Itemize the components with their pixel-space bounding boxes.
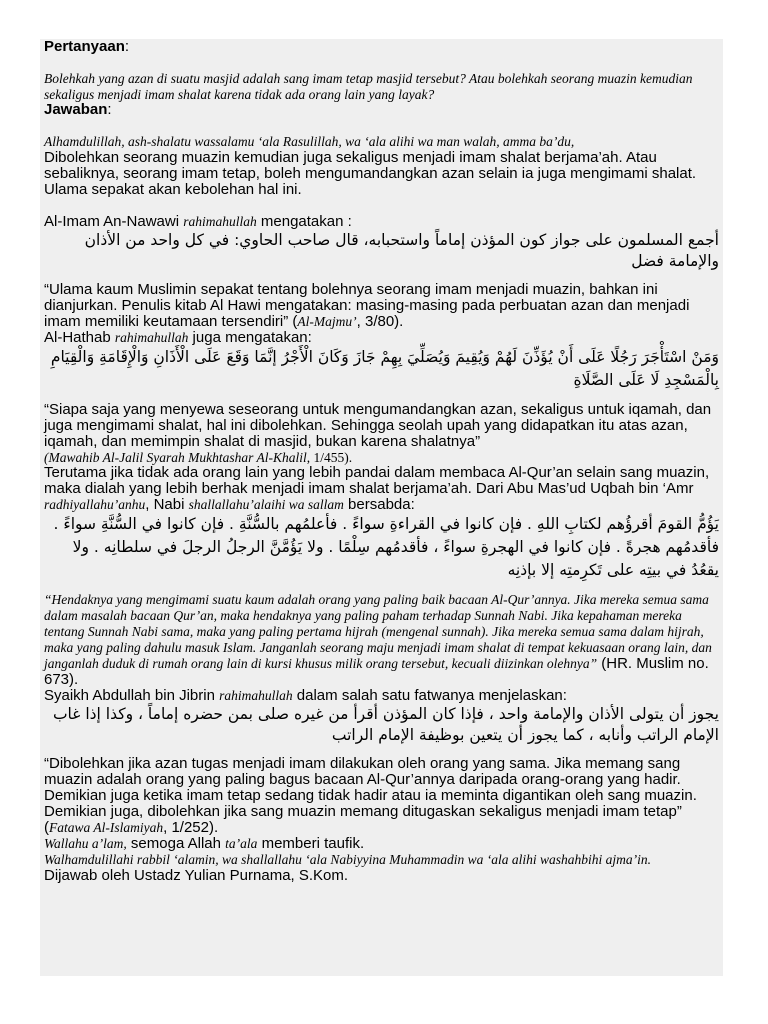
honorific: rahimahullah — [114, 329, 189, 345]
hadith-translation: “Hendaknya yang mengimami suatu kaum adalah orang yang paling baik bacaan Al-Qur’annya. Jika mereka semua sama dalam masalah bacaan Qur’an, maka hendaknya yang paling paham terhadap Sunnah Nabi. Jika kepahaman mereka tentang Sunnah Nabi sama, maka yang paling pertama hijrah (mengenal sunnah). Jika mereka semua sama dalam hijrah, maka yang paling dahulu masuk Islam. Janganlah seorang maju menjadi imam shalat di tempat kekuasaan orang lain, dan janganlah duduk di rumah orang lain di kursi khusus milik orang tersebut, kecuali diizinkan olehnya” (HR. Muslim no. 673). — [44, 592, 712, 688]
hathab-source: (Mawahib Al-Jalil Syarah Mukhtashar Al-Khalil, 1/455). — [44, 449, 353, 465]
hadith-arabic: يَؤُمُّ القومَ أقرؤُهم لكتابِ اللهِ . فإن كانوا في القراءةِ سواءً . فأعلمُهم بالسُّنَّةِ . فإن كانوا في السُّنَّةِ سواءً . فأقدمُهم هجرةً . فإن كانوا في الهجرةِ سواءً ، فأقدمُهم سِلْمًا . ولا يَؤُمَّنَّ الرجلُ الرجلَ في سلطانِه . ولا يقعُدُ في بيتِه على تَكرِمتِه إلا بإذنِه — [53, 515, 719, 579]
question-label: Pertanyaan — [44, 39, 125, 55]
nawawi-translation: “Ulama kaum Muslimin sepakat tentang bolehnya seorang imam menjadi muazin, bahkan ini dianjurkan. Penulis kitab Al Hawi mengatakan: masing-masing pada perbuatan azan dan menjadi imam memiliki keutamaan tersendiri” (Al-Majmu’, 3/80). — [44, 280, 690, 330]
answer-heading: Jawaban: — [44, 101, 112, 118]
nawawi-arabic: أجمع المسلمون على جواز كون المؤذن إماماً واستحبابه، قال صاحب الحاوي: في كل واحد من الأذان والإمامة فضل — [84, 230, 719, 270]
hadith-intro: Terutama jika tidak ada orang lain yang lebih pandai dalam membaca Al-Qur’an selain sang muazin, maka dialah yang lebih berhak menjadi imam shalat berjama’ah. Dari Abu Mas’ud Uqbah bin ‘Amr radhiyallahu’anhu, Nabi shallallahu’alaihi wa sallam bersabda: — [44, 464, 710, 513]
honorific: rahimahullah — [183, 213, 257, 229]
nawawi-intro: Al-Imam An-Nawawi rahimahullah mengatakan : — [44, 212, 352, 230]
signature: Dijawab oleh Ustadz Yulian Purnama, S.Kom. — [44, 866, 349, 884]
jibrin-intro: Syaikh Abdullah bin Jibrin rahimahullah dalam salah satu fatwanya menjelaskan: — [44, 687, 567, 704]
source-title: Al-Majmu’ — [297, 313, 357, 329]
jibrin-arabic: يجوز أن يتولى الأذان والإمامة واحد ، فإذا كان المؤذن أقرأ من غيره صلى بمن حضره إماماً ، وكذا إذا غاب الإمام الراتب وأنابه ، كما يجوز أن يتعين بوظيفة الإمام الراتب — [52, 705, 719, 744]
source-title: Fatawa Al-Islamiyah — [49, 820, 164, 835]
answer-intro: Dibolehkan seorang muazin kemudian juga sekaligus menjadi imam shalat berjama’ah. Atau sebaliknya, seorang imam tetap, boleh mengumandangkan azan selain ia juga mengimami shalat. Ulama sepakat akan kebolehan hal ini. — [44, 148, 697, 198]
question-text: Bolehkah yang azan di suatu masjid adalah sang imam tetap masjid tersebut? Atau bolehkah seorang muazin kemudian sekaligus menjadi imam shalat karena tidak ada orang lain yang layak? — [44, 71, 693, 102]
hathab-intro: Al-Hathab rahimahullah juga mengatakan: — [44, 328, 312, 346]
honorific: shallallahu’alaihi wa sallam — [188, 497, 344, 512]
closing-wallahu: Wallahu a’lam, semoga Allah ta’ala memberi taufik. — [44, 835, 365, 852]
article-page — [40, 39, 723, 976]
question-heading: Pertanyaan: — [44, 39, 130, 55]
closing-hamdalah: Walhamdulillahi rabbil ‘alamin, wa shallallahu ‘ala Nabiyyina Muhammadin wa ‘ala alihi washahbihi ajma’in. — [44, 852, 652, 867]
hathab-arabic: وَمَنْ اسْتَأْجَرَ رَجُلًا عَلَى أَنْ يُؤَذِّنَ لَهُمْ وَيُقِيمَ وَيُصَلِّيَ بِهِمْ جَازَ وَكَانَ الْأَجْرُ إنَّمَا وَقَعَ عَلَى الْأَذَانِ وَالْإِقَامَةِ وَالْقِيَامِ بِالْمَسْجِدِ لَا عَلَى الصَّلَاةِ — [50, 347, 719, 389]
answer-opening: Alhamdulillah, ash-shalatu wassalamu ‘ala Rasulillah, wa ‘ala alihi wa man walah, amma ba’du, — [44, 134, 575, 149]
answer-label: Jawaban — [44, 101, 108, 118]
jibrin-translation: “Dibolehkan jika azan tugas menjadi imam dilakukan oleh orang yang sama. Jika memang sang muazin adalah orang yang paling bagus bacaan Al-Qur’annya daripada orang-orang yang hadir. Demikian juga ketika imam tetap sedang tidak hadir atau ia meminta digantikan oleh sang muazin. Demikian juga, dibolehkan jika sang muazin memang ditugaskan sekaligus menjadi imam tetap” (Fatawa Al-Islamiyah, 1/252). — [44, 755, 697, 836]
honorific: rahimahullah — [219, 688, 293, 703]
hathab-translation: “Siapa saja yang menyewa seseorang untuk mengumandangkan azan, sekaligus untuk iqamah, dan juga mengimami shalat, hal ini dibolehkan. Sehingga seolah upah yang didapatkan itu atas azan, iqamah, dan memimpin shalat di masjid, bukan karena shalatnya” — [44, 400, 712, 450]
honorific: radhiyallahu’anhu — [44, 497, 146, 512]
